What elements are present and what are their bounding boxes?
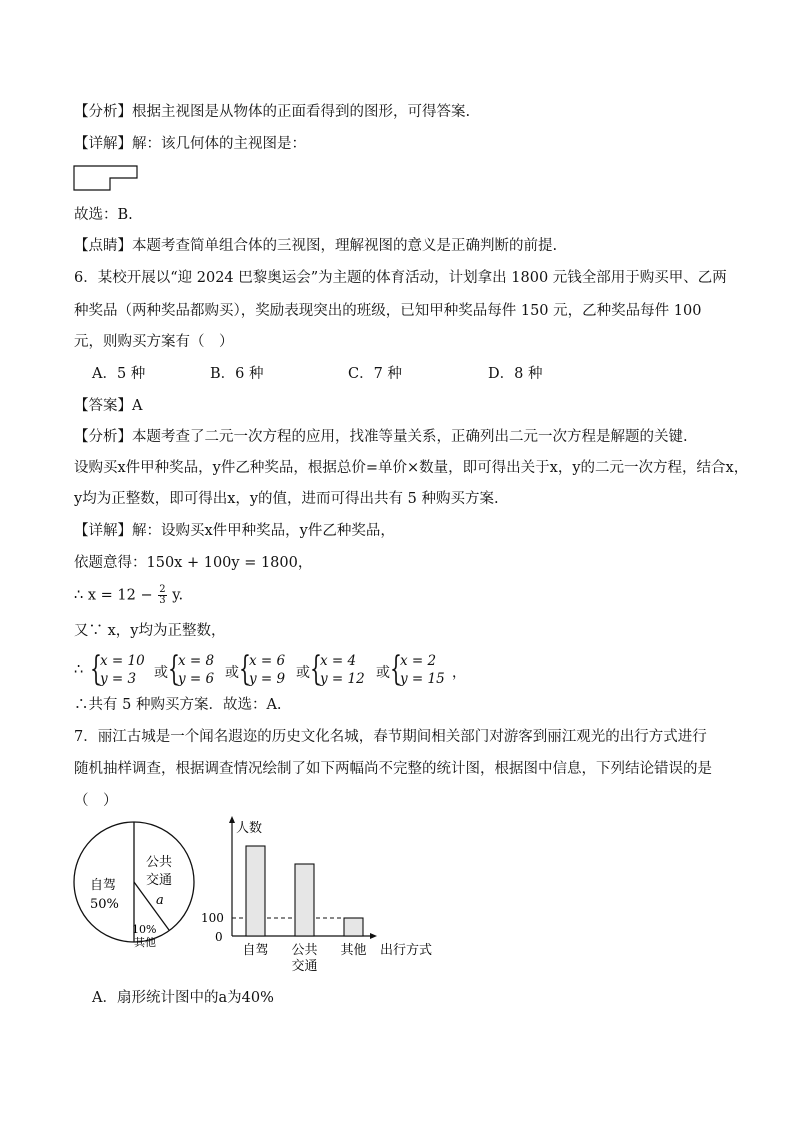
answer-6: 【答案】A <box>74 398 143 414</box>
q7-stem-line2: 随机抽样调查，根据调查情况绘制了如下两幅尚不完整的统计图，根据图中信息，下列结论错误的是 <box>74 761 712 777</box>
q7-option-a-text: A．扇形统计图中的a为40% <box>92 990 274 1006</box>
brace-5: { <box>390 649 402 689</box>
pie-chart <box>70 816 210 956</box>
q6-stem-line2: 种奖品（两种奖品都购买），奖励表现突出的班级，已知甲种奖品每件 150 元，乙种奖品每件 100 <box>74 303 702 319</box>
q6-option-d: D．8 种 <box>488 366 543 382</box>
x-category-label: 其他 <box>340 943 367 958</box>
pie-label-other: 其他 <box>134 936 156 949</box>
detail-6-integer-note: 又∵ x，y均为正整数， <box>74 623 226 639</box>
system4-eq1: x = 4 <box>320 653 357 669</box>
bar-3 <box>344 918 363 936</box>
y-axis-label: 人数 <box>236 821 263 836</box>
y-tick-100: 100 <box>201 911 224 925</box>
fraction-numerator: 2 <box>159 584 166 595</box>
therefore-symbol: ∴ <box>74 662 84 678</box>
analysis-6-line2: 设购买x件甲种奖品，y件乙种奖品，根据总价=单价×数量，即可得出关于x，y的二元一次方程，结合x， <box>74 460 749 476</box>
q6-option-b: B．6 种 <box>210 366 264 382</box>
q7-stem-line1: 7．丽江古城是一个闻名遐迩的历史文化名城，春节期间相关部门对游客到丽江观光的出行方式进行 <box>74 729 707 745</box>
x-categories-group <box>242 942 366 974</box>
brace-4: { <box>310 649 322 689</box>
x-category-label: 自驾 <box>242 943 269 958</box>
pie-label-other-pct: 10% <box>132 923 157 936</box>
system3-eq1: x = 6 <box>249 653 286 669</box>
brace-1: { <box>90 649 102 689</box>
fraction-denominator: 3 <box>159 595 166 606</box>
bar-1 <box>246 846 265 936</box>
detail-6-line1: 【详解】解：设购买x件甲种奖品，y件乙种奖品， <box>74 523 395 539</box>
x-axis-arrow <box>370 933 377 939</box>
system3-eq2: y = 9 <box>249 671 286 687</box>
detail-6-equation: 依题意得：150x + 100y = 1800， <box>74 555 313 571</box>
fraction <box>158 585 166 606</box>
detail-5: 【详解】解：该几何体的主视图是： <box>74 136 306 152</box>
system2-eq1: x = 8 <box>178 653 215 669</box>
q6-stem-line3: 元，则购买方案有（ ） <box>74 334 234 350</box>
x-axis-label: 出行方式 <box>380 943 433 958</box>
q6-option-a: A．5 种 <box>92 366 146 382</box>
q7-stem-line3: （ ） <box>74 793 118 809</box>
system5-eq1: x = 2 <box>400 653 437 669</box>
detail-6-conclusion: ∴共有 5 种购买方案．故选：A. <box>74 697 282 713</box>
y-tick-0: 0 <box>215 930 223 944</box>
x-category-label: 公共 <box>291 943 318 958</box>
pie-label-self-drive-pct: 50% <box>90 897 119 912</box>
system1-eq2: y = 3 <box>100 671 137 687</box>
or-word-2: 或 <box>225 665 239 681</box>
solve-x-suffix: y. <box>172 587 184 604</box>
choose-5: 故选：B. <box>74 207 133 223</box>
pie-label-public-2: 交通 <box>146 873 173 888</box>
pie-label-public-var: a <box>156 893 164 908</box>
front-view-figure <box>72 164 142 192</box>
detail-6-solve-x <box>74 585 183 606</box>
bar-chart <box>196 810 446 982</box>
pie-label-public: 公共 <box>146 855 173 870</box>
analysis-6-line1: 【分析】本题考查了二元一次方程的应用，找准等量关系，正确列出二元一次方程是解题的关键. <box>74 429 688 445</box>
bar-2 <box>295 864 314 936</box>
or-word-1: 或 <box>154 665 168 681</box>
x-category-label: 交通 <box>291 959 318 974</box>
comment-5: 【点睛】本题考查简单组合体的三视图，理解视图的意义是正确判断的前提. <box>74 238 558 254</box>
system4-eq2: y = 12 <box>320 671 365 687</box>
brace-2: { <box>168 649 180 689</box>
brace-3: { <box>239 649 251 689</box>
systems-end-comma: ， <box>452 665 466 681</box>
pie-label-self-drive: 自驾 <box>90 878 117 893</box>
system1-eq1: x = 10 <box>100 653 145 669</box>
y-axis-arrow <box>229 816 235 823</box>
q7-option-a <box>92 988 274 1008</box>
or-word-4: 或 <box>376 665 390 681</box>
q6-option-c: C．7 种 <box>348 366 402 382</box>
analysis-5: 【分析】根据主视图是从物体的正面看得到的图形，可得答案. <box>74 104 471 120</box>
solve-x-prefix: ∴ x = 12 − <box>74 587 158 604</box>
analysis-6-line3: y均为正整数，即可得出x，y的值，进而可得出共有 5 种购买方案. <box>74 491 499 507</box>
system5-eq2: y = 15 <box>400 671 445 687</box>
or-word-3: 或 <box>296 665 310 681</box>
q6-stem-line1: 6．某校开展以“迎 2024 巴黎奥运会”为主题的体育活动，计划拿出 1800 元钱全部用于购买甲、乙两 <box>74 270 727 286</box>
system2-eq2: y = 6 <box>178 671 215 687</box>
bars-group <box>246 846 363 936</box>
